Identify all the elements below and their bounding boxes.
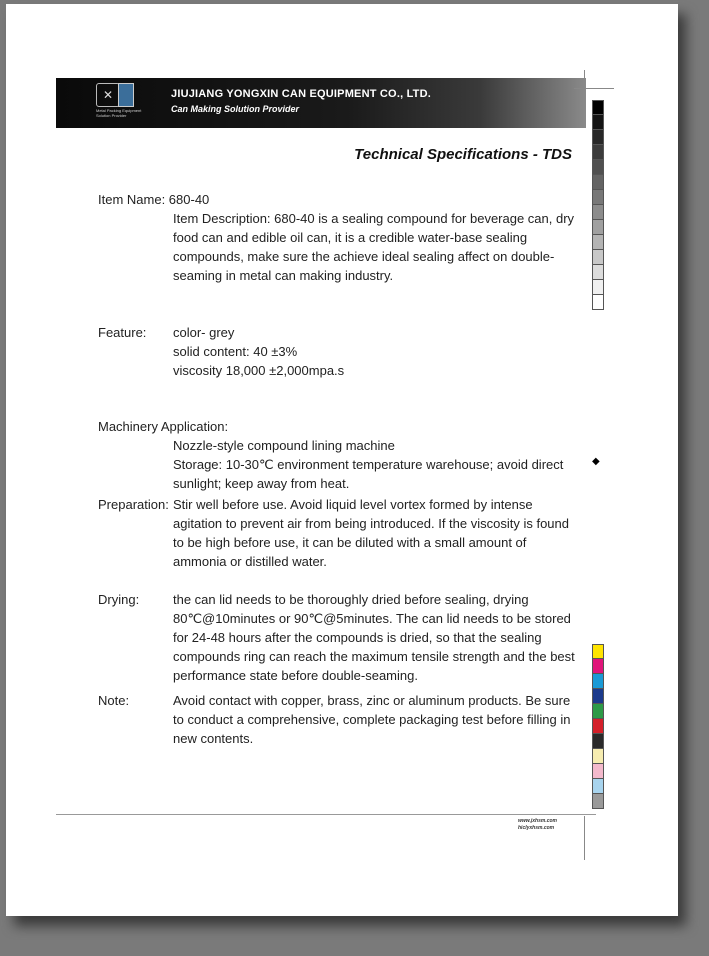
item-section [98,190,578,285]
company-name: JIUJIANG YONGXIN CAN EQUIPMENT CO., LTD. [171,88,432,100]
machinery-section [98,417,578,493]
crop-mark [584,70,585,110]
footer-web-2: hiclyxhsm.com [518,825,555,831]
registration-mark-icon: ◆ [592,456,600,467]
color-swatch-9 [592,779,604,794]
logo-screen-icon [118,83,134,107]
preparation-section [98,495,578,571]
document-page [6,4,678,916]
color-swatch-0 [592,644,604,659]
header-bar [56,78,586,128]
gray-swatch-9 [592,235,604,250]
gray-swatch-7 [592,205,604,220]
feature-viscosity: viscosity 18,000 ±2,000mpa.s [173,363,345,378]
preparation-label: Preparation: [98,497,169,512]
gray-calibration-strip [592,100,604,310]
gray-swatch-5 [592,175,604,190]
color-swatch-7 [592,749,604,764]
footer-websites [518,818,557,832]
gray-swatch-8 [592,220,604,235]
color-swatch-8 [592,764,604,779]
note-text: Avoid contact with copper, brass, zinc or aluminum products. Be sure to conduct a comprehensive, complete packaging test before filling in new contents. [173,693,571,746]
logo-emblem-icon: ✕ [96,83,120,107]
drying-label: Drying: [98,592,140,607]
color-swatch-3 [592,689,604,704]
color-swatch-5 [592,719,604,734]
company-tagline: Can Making Solution Provider [171,104,300,114]
preparation-text: Stir well before use. Avoid liquid level vortex formed by intense agitation to prevent air from being introduced. If the viscosity is found to be high before use, it can be diluted with a small amount of ammonia or distilled water. [173,497,569,569]
crop-mark [584,816,585,860]
machinery-body [173,436,578,493]
gray-swatch-10 [592,250,604,265]
item-name: Item Name: 680-40 [98,192,210,207]
color-swatch-1 [592,659,604,674]
feature-body [173,323,578,380]
note-label: Note: [98,693,130,708]
feature-solid-content: solid content: 40 ±3% [173,344,298,359]
storage-line: Storage: 10-30℃ environment temperature warehouse; avoid direct sunlight; keep away from heat. [173,457,564,491]
crop-mark [574,88,614,89]
gray-swatch-0 [592,100,604,115]
feature-section [98,323,578,380]
machinery-line: Nozzle-style compound lining machine [173,438,395,453]
feature-color: color- grey [173,325,235,340]
color-swatch-2 [592,674,604,689]
company-logo [96,83,156,121]
feature-label: Feature: [98,325,147,340]
gray-swatch-13 [592,295,604,310]
spec-content [98,190,578,748]
footer-divider [56,814,596,815]
note-section [98,691,578,748]
drying-text: the can lid needs to be thoroughly dried before sealing, drying 80℃@10minutes or 90℃@5minutes. The can lid needs to be stored for 24-48 hours after the compounds is dried, so that the sealing compounds ring can reach the maximum tensile strength and the best performance state before double-seaming. [173,592,575,683]
color-calibration-strip [592,644,604,809]
document-title: Technical Specifications - TDS [354,146,572,163]
item-description: Item Description: 680-40 is a sealing compound for beverage can, dry food can and edible oil can, it is a credible water-base sealing compounds, make sure the achieve ideal sealing affect on double-seaming in metal can making industry. [173,211,575,283]
color-swatch-10 [592,794,604,809]
gray-swatch-12 [592,280,604,295]
gray-swatch-4 [592,160,604,175]
footer-web-1: www.jxhsm.com [518,818,557,824]
color-swatch-4 [592,704,604,719]
logo-caption: Metal Packing Equipment Solution Provider [96,108,142,118]
gray-swatch-1 [592,115,604,130]
gray-swatch-3 [592,145,604,160]
machinery-label: Machinery Application: [98,419,229,434]
gray-swatch-2 [592,130,604,145]
gray-swatch-11 [592,265,604,280]
gray-swatch-6 [592,190,604,205]
color-swatch-6 [592,734,604,749]
drying-section [98,590,578,685]
